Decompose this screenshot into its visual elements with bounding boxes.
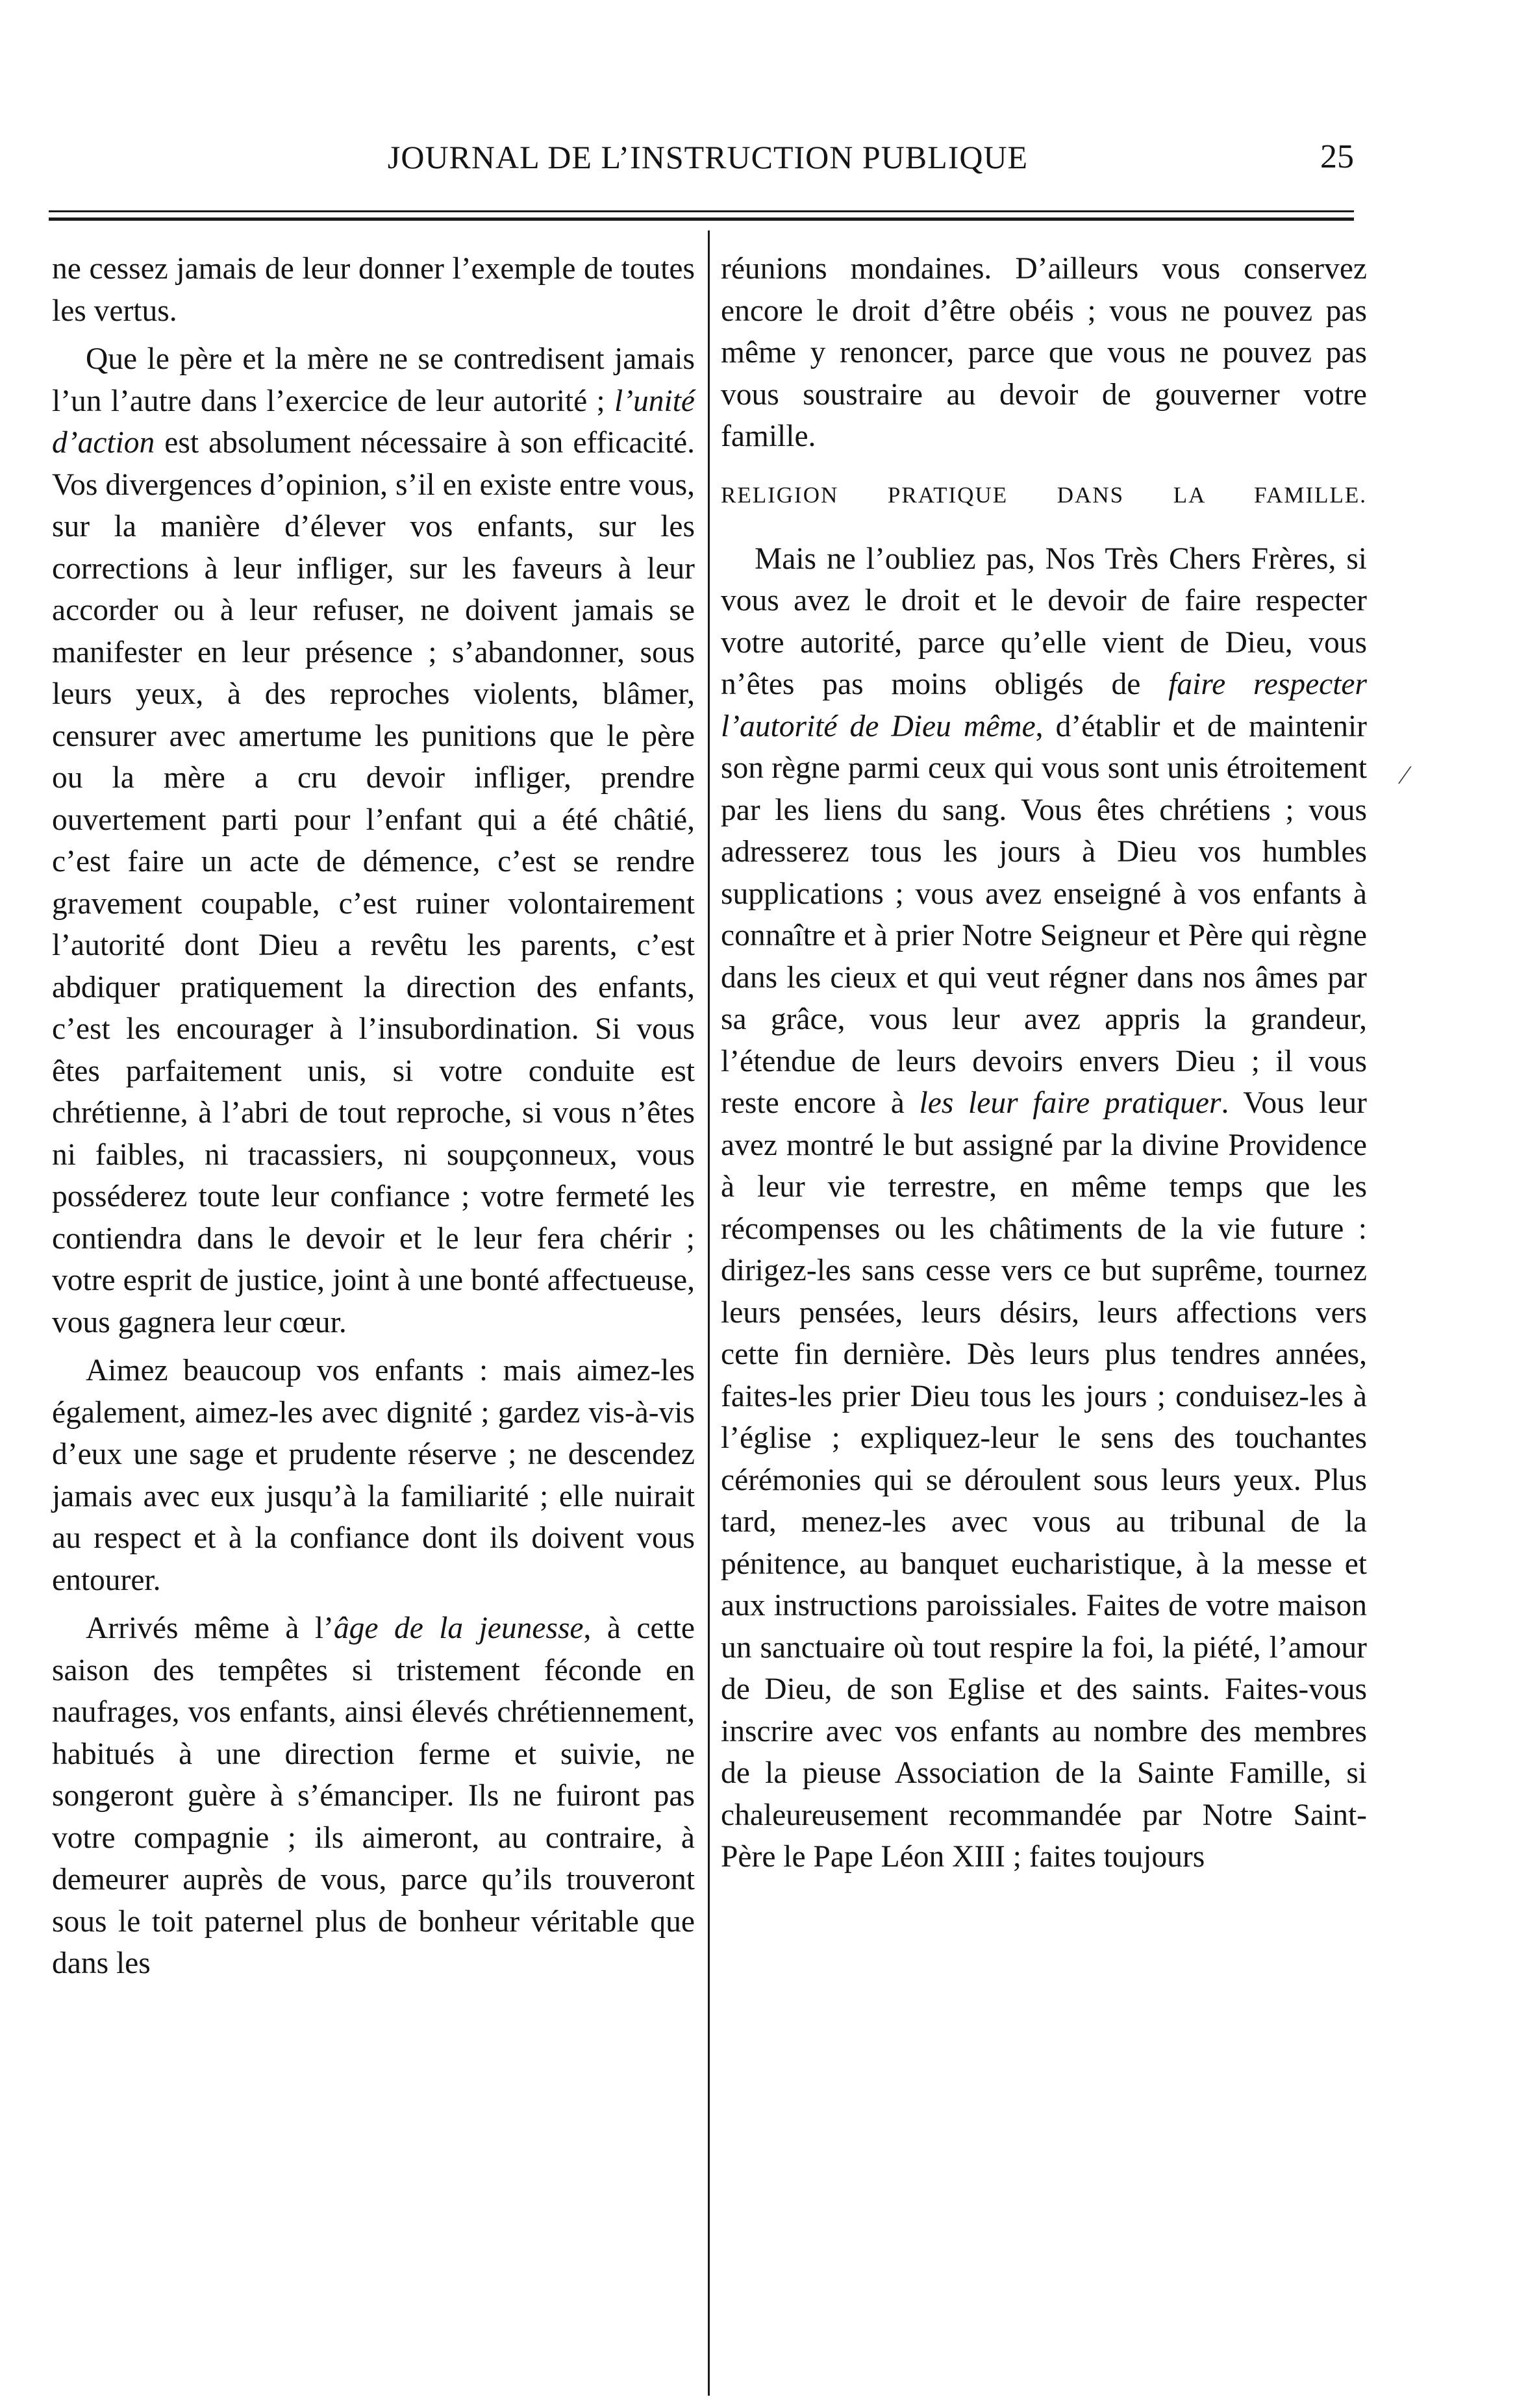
paragraph-text: Que le père et la mère ne se contredisent jamais l’un l’autre dans l’exercice de leur autorité ; bbox=[52, 342, 695, 418]
paragraph-text: , à cette saison des tempêtes si tristement féconde en naufrages, vos enfants, ainsi élevés chrétiennement, habitués à une direction ferme et suivie, ne songeront guère à s’émanciper. Ils ne fuiront pas votre compagnie ; ils aimeront, au contraire, à demeurer auprès de vous, parce qu’ils trouveront sous le toit paternel plus de bonheur véritable que dans les bbox=[52, 1611, 695, 1980]
column-divider bbox=[708, 230, 710, 2396]
paragraph-text: réunions mondaines. D’ailleurs vous conservez encore le droit d’être obéis ; vous ne pouvez pas même y renoncer, parce que vous ne pouvez pas vous soustraire au devoir de gouverner votre famille. bbox=[721, 252, 1367, 453]
journal-title: JOURNAL DE L’INSTRUCTION PUBLIQUE bbox=[387, 139, 1029, 175]
paragraph bbox=[52, 1350, 695, 1601]
paragraph bbox=[721, 248, 1367, 458]
running-header bbox=[49, 138, 1354, 183]
paragraph-text: est absolument nécessaire à son efficacité. Vos divergences d’opinion, s’il en existe entre vous, sur la manière d’élever vos enfants, sur les corrections à leur infliger, sur les faveurs à leur accorder ou à leur refuser, ne doivent jamais se manifester en leur présence ; s’abandonner, sous leurs yeux, à des reproches violents, blâmer, censurer avec amertume les punitions que le père ou la mère a cru devoir infliger, prendre ouvertement parti pour l’enfant qui a été châtié, c’est faire un acte de démence, c’est se rendre gravement coupable, c’est ruiner volontairement l’autorité dont Dieu a revêtu les parents, c’est abdiquer pratiquement la direction des enfants, c’est les encourager à l’insubordination. Si vous êtes parfaitement unis, si votre conduite est chrétienne, à l’abri de tout reproche, si vous n’êtes ni faibles, ni tracassiers, ni soupçonneux, vous posséderez toute leur confiance ; votre fermeté les contiendra dans le devoir et le leur fera chérir ; votre esprit de justice, joint à une bonté affectueuse, vous gagnera leur cœur. bbox=[52, 426, 695, 1339]
paragraph-text: , d’établir et de maintenir son règne parmi ceux qui vous sont unis étroitement par les liens du sang. Vous êtes chrétiens ; vous adresserez tous les jours à Dieu vos humbles supplications ; vous avez enseigné à vos enfants à connaître et à prier Notre Seigneur et Père qui règne dans les cieux et qui veut régner dans nos âmes par sa grâce, vous leur avez appris la grandeur, l’étendue de leurs devoirs envers Dieu ; il vous reste encore à bbox=[721, 709, 1367, 1120]
paragraph bbox=[721, 538, 1367, 1878]
margin-tick-mark: ⁄ bbox=[1403, 760, 1407, 789]
page-number: 25 bbox=[1320, 138, 1354, 175]
paragraph-text: . Vous leur avez montré le but assigné par la divine Providence à leur vie terrestre, en même temps que les récompenses ou les châtiments de la vie future : dirigez-les sans cesse vers ce but suprême, tournez leurs pensées, leurs désirs, leurs affections vers cette fin dernière. Dès leurs plus tendres années, faites-les prier Dieu tous les jours ; conduisez-les à l’église ; expliquez-leur le sens des touchantes cérémonies qui se déroulent sous leurs yeux. Plus tard, menez-les avec vous au tribunal de la pénitence, au banquet eucharistique, à la messe et aux instructions paroissiales. Faites de votre maison un sanctuaire où tout respire la foi, la piété, l’amour de Dieu, de son Eglise et des saints. Faites-vous inscrire avec vos enfants au nombre des membres de la pieuse Association de la Sainte Famille, si chaleureusement recommandée par Notre Saint-Père le Pape Léon XIII ; faites toujours bbox=[721, 1086, 1367, 1874]
left-column bbox=[52, 248, 695, 1985]
paragraph-text: Mais ne l’oubliez pas, Nos Très Chers Frères, si vous avez le droit et le devoir de faire respecter votre autorité, parce qu’elle vient de Dieu, vous n’êtes pas moins obligés de bbox=[721, 541, 1367, 701]
paragraph bbox=[52, 248, 695, 332]
emphasis-text: faire respecter l’autorité de Dieu même bbox=[721, 667, 1367, 743]
emphasis-text: âge de la jeunesse bbox=[333, 1611, 584, 1645]
right-column bbox=[721, 248, 1367, 1878]
paragraph-text: ne cessez jamais de leur donner l’exemple de toutes les vertus. bbox=[52, 252, 695, 328]
paragraph bbox=[52, 338, 695, 1343]
header-rule-thin bbox=[49, 210, 1354, 212]
paragraph bbox=[52, 1607, 695, 1985]
emphasis-text: les leur faire pratiquer bbox=[919, 1086, 1221, 1120]
paragraph-text: Aimez beaucoup vos enfants : mais aimez-les également, aimez-les avec dignité ; gardez vis-à-vis d’eux une sage et prudente réserve ; ne descendez jamais avec eux jusqu’à la familiarité ; elle nuirait au respect et à la confiance dont ils doivent vous entourer. bbox=[52, 1354, 695, 1597]
paragraph-text: Arrivés même à l’ bbox=[86, 1611, 334, 1645]
section-heading: RELIGION PRATIQUE DANS LA FAMILLE. bbox=[721, 482, 1367, 508]
emphasis-text: l’unité d’action bbox=[52, 384, 695, 460]
header-rule-thick bbox=[49, 217, 1354, 221]
